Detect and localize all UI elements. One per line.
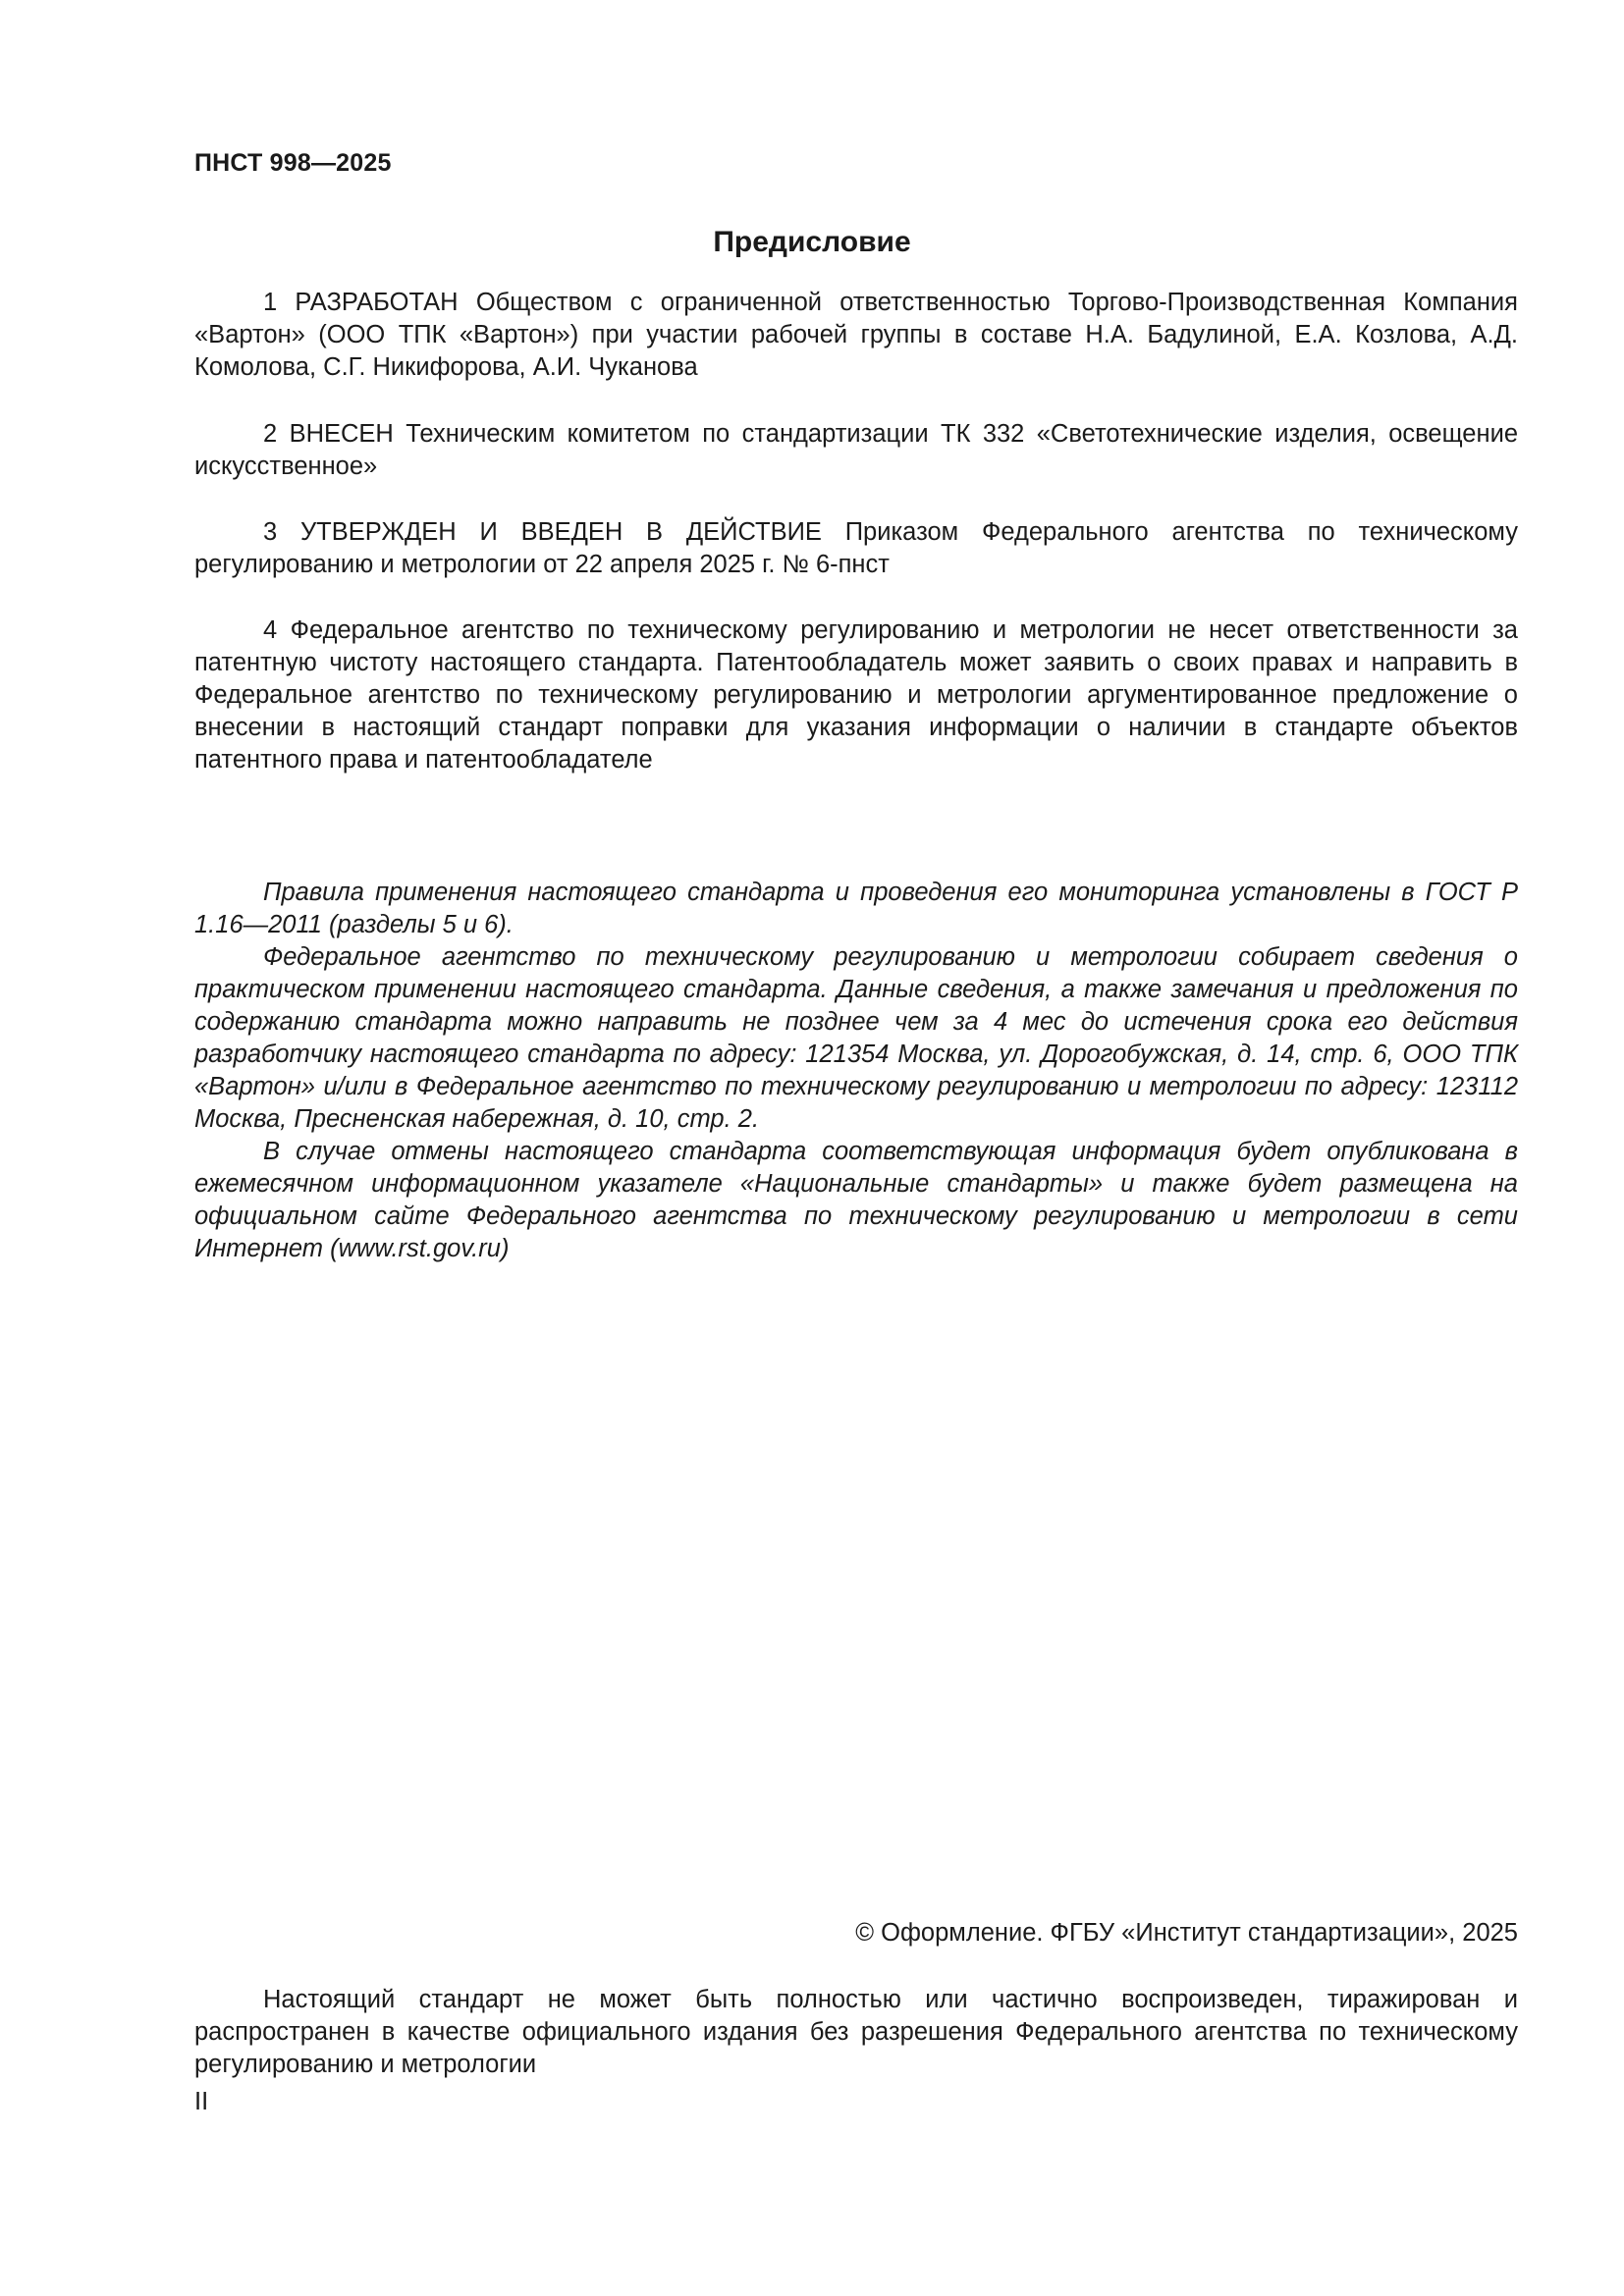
note-text: Правила применения настоящего стандарта и проведения его мониторинга установлены в ГОСТ Р 1.16—2011 (разделы 5 и 6). (194, 879, 1518, 938)
paragraph-text: 1 РАЗРАБОТАН Обществом с ограниченной ответственностью Торгово-Производственная Компания «Вартон» (ООО ТПК «Вартон») при участии рабочей группы в составе Н.А. Бадулиной, Е.А. Козлова, А.Д. Комолова, С.Г. Никифорова, А.И. Чуканова (194, 289, 1518, 381)
foreword-paragraph-4 (194, 614, 1518, 776)
disclaimer-text: Настоящий стандарт не может быть полностью или частично воспроизведен, тиражирован и распространен в качестве официального издания без разрешения Федерального агентства по техническому регулированию и метрологии (194, 1986, 1518, 2078)
page-number: II (194, 2088, 209, 2115)
paragraph-text: 4 Федеральное агентство по техническому регулированию и метрологии не несет ответственности за патентную чистоту настоящего стандарта. Патентообладатель может заявить о своих правах и направить в Федеральное агентство по техническому регулированию и метрологии аргументированное предложение о внесении в настоящий стандарт поправки для указания информации о наличии в стандарте объектов патентного права и патентообладателе (194, 616, 1518, 774)
paragraph-text: 3 УТВЕРЖДЕН И ВВЕДЕН В ДЕЙСТВИЕ Приказом Федерального агентства по техническому регулированию и метрологии от 22 апреля 2025 г. № 6-пнст (194, 518, 1518, 578)
note-text: Федеральное агентство по техническому регулированию и метрологии собирает сведения о практическом применении настоящего стандарта. Данные сведения, а также замечания и предложения по содержанию стандарта можно направить не позднее чем за 4 мес до истечения срока его действия разработчику настоящего стандарта по адресу: 121354 Москва, ул. Дорогобужская, д. 14, стр. 6, ООО ТПК «Вартон» и/или в Федеральное агентство по техническому регулированию и метрологии по адресу: 123112 Москва, Пресненская набережная, д. 10, стр. 2. (194, 943, 1518, 1133)
copyright-notice: © Оформление. ФГБУ «Институт стандартизации», 2025 (855, 1919, 1518, 1947)
document-code: ПНСТ 998—2025 (194, 149, 392, 177)
foreword-paragraph-2 (194, 418, 1518, 483)
note-text: В случае отмены настоящего стандарта соответствующая информация будет опубликована в ежемесячном информационном указателе «Национальные стандарты» и также будет размещена на официальном сайте Федерального агентства по техническому регулированию и метрологии в сети Интернет (www.rst.gov.ru) (194, 1138, 1518, 1262)
paragraph-text: 2 ВНЕСЕН Техническим комитетом по стандартизации ТК 332 «Светотехнические изделия, освещение искусственное» (194, 420, 1518, 480)
foreword-paragraph-3 (194, 516, 1518, 581)
foreword-paragraph-1 (194, 287, 1518, 384)
usage-rules-notes (194, 877, 1518, 1265)
page-title: Предисловие (713, 226, 911, 258)
reproduction-disclaimer (194, 1984, 1518, 2081)
